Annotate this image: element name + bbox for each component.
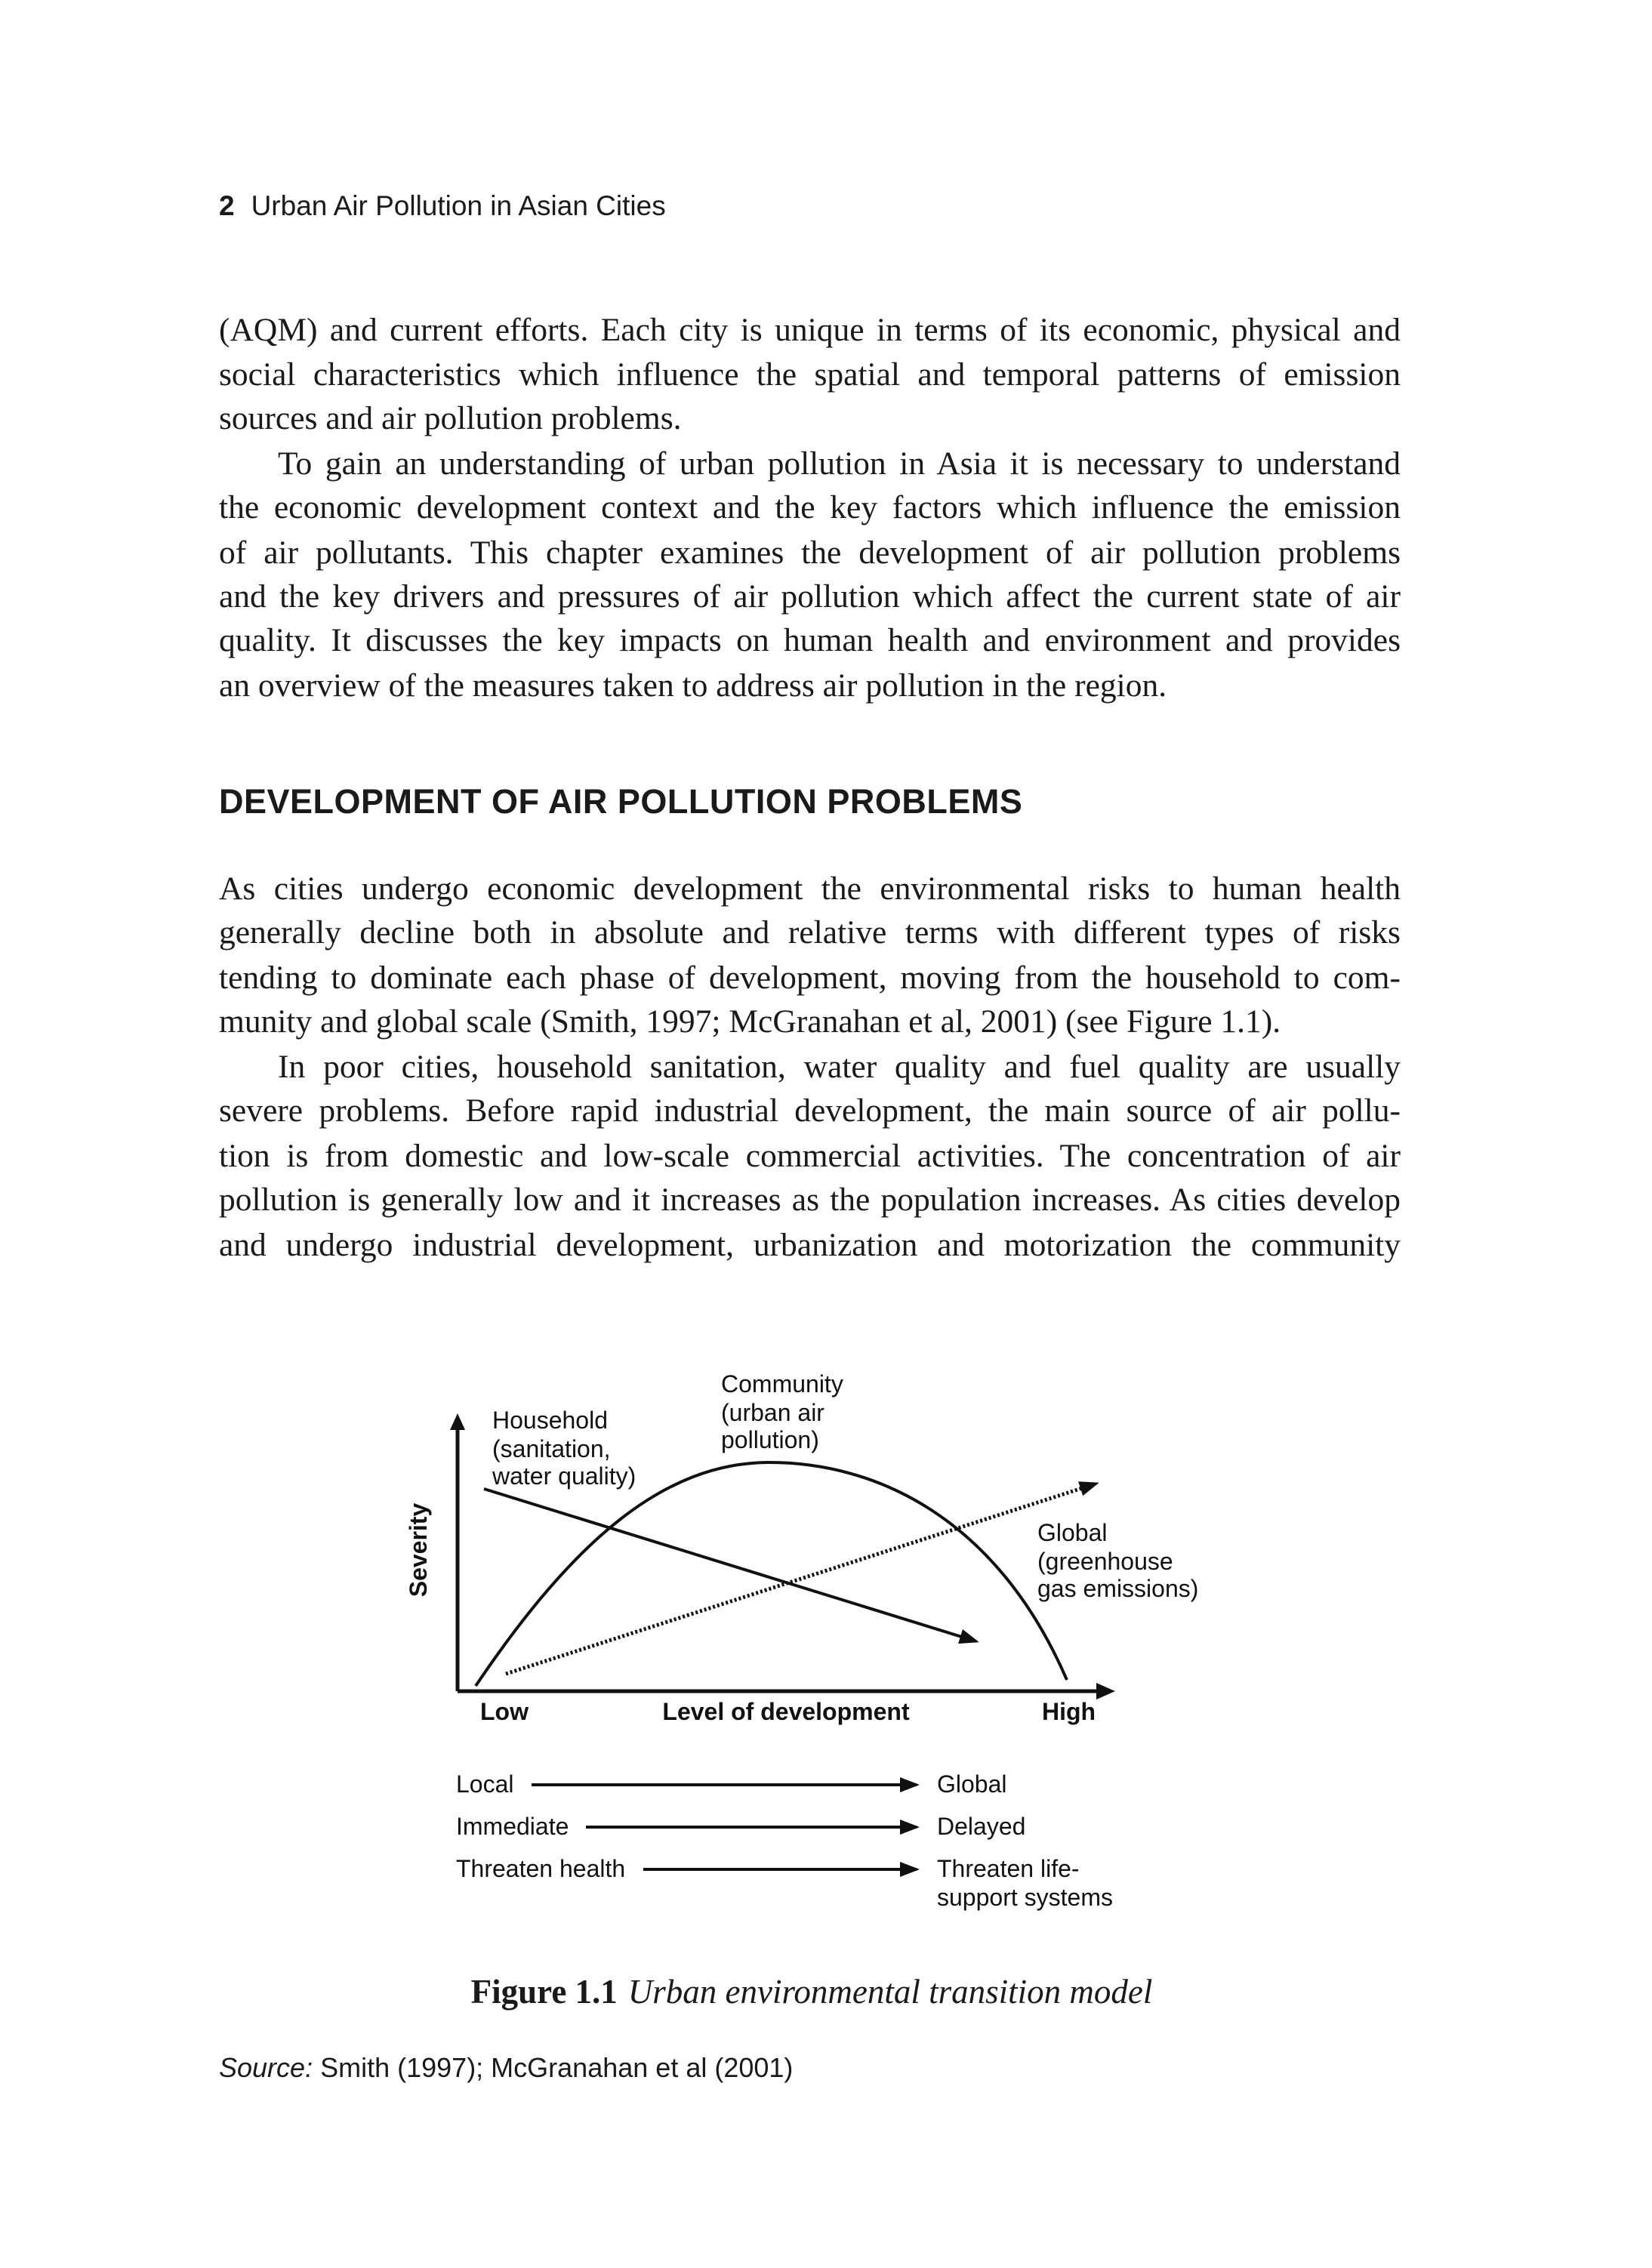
body-line: generally decline both in absolute and relative terms with different types of risks	[219, 914, 1401, 951]
body-line: tending to dominate each phase of development, moving from the household to com-	[219, 960, 1401, 996]
figure-caption	[0, 1972, 1623, 2011]
body-line: the economic development context and the key factors which influence the emission	[219, 489, 1401, 525]
body-line: To gain an understanding of urban pollution in Asia it is necessary to understand	[278, 445, 1401, 482]
body-line: pollution is generally low and it increases as the population increases. As cities develop	[219, 1182, 1401, 1218]
figure-title: Urban environmental transition model	[627, 1973, 1153, 2011]
x-axis	[458, 1683, 1115, 1699]
transition-to: Delayed	[937, 1813, 1026, 1840]
body-line: In poor cities, household sanitation, water quality and fuel quality are usually	[278, 1049, 1401, 1085]
x-axis-arrowhead	[1096, 1683, 1115, 1699]
global-label: gas emissions)	[1037, 1575, 1199, 1602]
body-line: sources and air pollution problems.	[219, 400, 682, 436]
body-line: As cities undergo economic development the environmental risks to human health	[219, 871, 1401, 907]
body-line: of air pollutants. This chapter examines the development of air pollution problems	[219, 535, 1401, 571]
figure-number: Figure 1.1	[470, 1973, 618, 2011]
body-line: munity and global scale (Smith, 1997; McGranahan et al, 2001) (see Figure 1.1).	[219, 1003, 1281, 1040]
x-high-label: High	[1042, 1698, 1096, 1725]
body-line: and undergo industrial development, urbanization and motorization the community	[219, 1227, 1401, 1263]
x-low-label: Low	[480, 1698, 529, 1725]
x-axis-label: Level of development	[662, 1698, 910, 1725]
running-title: Urban Air Pollution in Asian Cities	[251, 190, 666, 221]
page-number: 2	[219, 190, 235, 221]
body-line: social characteristics which influence the spatial and temporal patterns of emission	[219, 356, 1401, 393]
body-line: and the key drivers and pressures of air pollution which affect the current state of air	[219, 578, 1401, 615]
community-label: pollution)	[721, 1426, 819, 1453]
community-label: Community	[721, 1370, 843, 1397]
y-axis-arrowhead	[450, 1413, 465, 1430]
body-line: (AQM) and current efforts. Each city is unique in terms of its economic, physical and	[219, 312, 1401, 348]
body-line: severe problems. Before rapid industrial development, the main source of air pollu-	[219, 1092, 1401, 1129]
household-arrow	[484, 1489, 976, 1641]
household-label: (sanitation,	[492, 1435, 611, 1462]
figure-source	[219, 2052, 793, 2084]
transition-from: Local	[456, 1770, 514, 1798]
y-axis	[450, 1413, 465, 1691]
global-label: Global	[1037, 1519, 1108, 1546]
community-label: (urban air	[721, 1399, 824, 1426]
transition-from: Threaten health	[456, 1855, 626, 1882]
y-axis-label: Severity	[405, 1502, 432, 1598]
body-line: tion is from domestic and low-scale commercial activities. The concentration of air	[219, 1138, 1401, 1174]
transition-from: Immediate	[456, 1813, 569, 1840]
transition-to: support systems	[937, 1884, 1113, 1911]
source-text: Smith (1997); McGranahan et al (2001)	[320, 2052, 794, 2083]
community-curve	[476, 1462, 1067, 1686]
transition-to: Threaten life-	[937, 1855, 1080, 1882]
body-line: an overview of the measures taken to address air pollution in the region.	[219, 667, 1167, 704]
section-heading: DEVELOPMENT OF AIR POLLUTION PROBLEMS	[219, 782, 1023, 821]
global-label: (greenhouse	[1037, 1548, 1173, 1575]
household-label: water quality)	[492, 1462, 636, 1490]
body-line: quality. It discusses the key impacts on human health and environment and provides	[219, 622, 1401, 658]
source-label: Source:	[219, 2052, 313, 2083]
transition-to: Global	[937, 1770, 1007, 1798]
household-label: Household	[492, 1407, 608, 1434]
